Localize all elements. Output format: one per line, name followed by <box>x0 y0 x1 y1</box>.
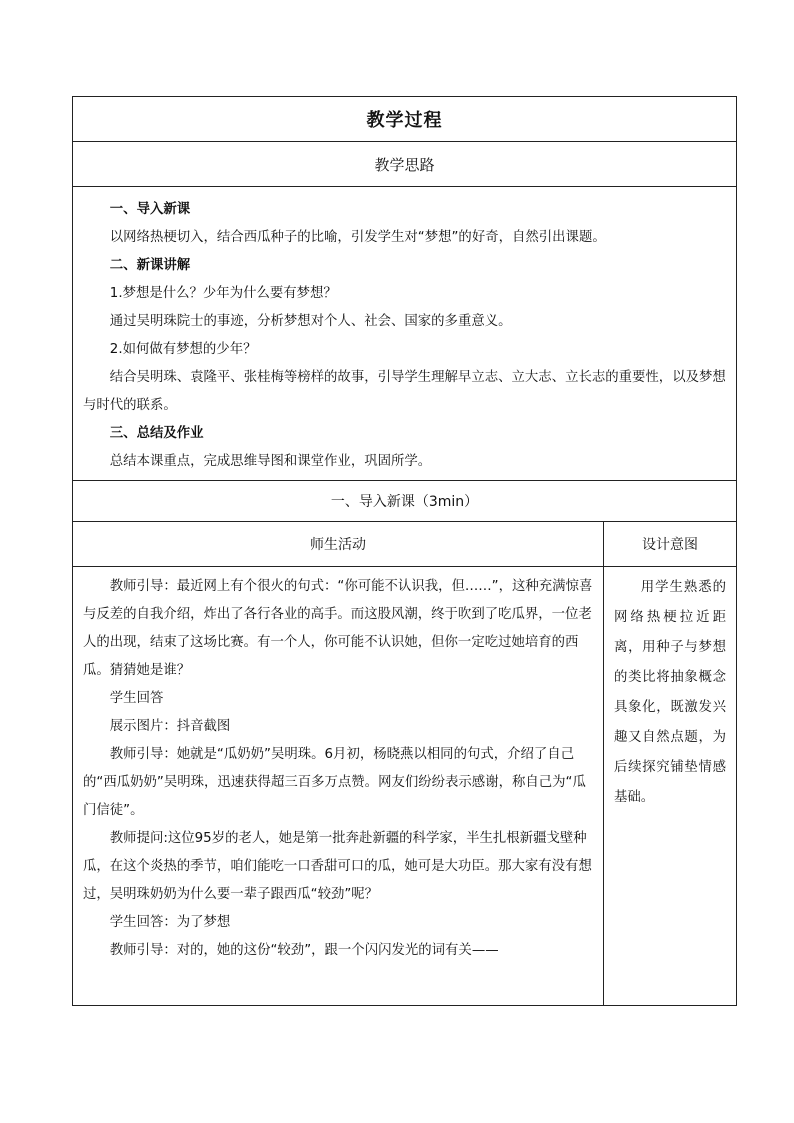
thinking-line: 2.如何做有梦想的少年？ <box>109 342 257 357</box>
column-header-design: 设计意图 <box>604 522 737 567</box>
thinking-line: 结合吴明珠、袁隆平、张桂梅等榜样的故事，引导学生理解早立志、立大志、立长志的重要性，以及梦想与时代的联系。 <box>83 370 726 413</box>
thinking-content <box>73 187 737 481</box>
thinking-line: 通过吴明珠院士的事迹，分析梦想对个人、社会、国家的多重意义。 <box>109 314 512 329</box>
page-title: 教学过程 <box>73 97 737 142</box>
thinking-line: 三、总结及作业 <box>109 426 204 441</box>
thinking-line: 总结本课重点，完成思维导图和课堂作业，巩固所学。 <box>109 454 432 469</box>
activity-line: 教师引导：她就是“瓜奶奶”吴明珠。6月初，杨晓燕以相同的句式，介绍了自己的“西瓜奶奶”吴明珠，迅速获得超三百多万点赞。网友们纷纷表示感谢，称自己为“瓜门信徒”。 <box>83 747 586 818</box>
teaching-process-table <box>72 96 737 1006</box>
thinking-line: 二、新课讲解 <box>109 258 191 273</box>
design-text: 用学生熟悉的网络热梗拉近距离，用种子与梦想的类比将抽象概念具象化，既激发兴趣又自然点题，为后续探究铺垫情感基础。 <box>614 580 726 805</box>
lesson-document <box>72 96 736 1006</box>
thinking-heading: 教学思路 <box>73 142 737 187</box>
activity-line: 教师引导：对的，她的这份“较劲”，跟一个闪闪发光的词有关—— <box>109 943 499 958</box>
activity-line: 展示图片：抖音截图 <box>109 719 231 734</box>
activity-content <box>73 567 604 1006</box>
thinking-line: 以网络热梗切入，结合西瓜种子的比喻，引发学生对“梦想”的好奇，自然引出课题。 <box>109 230 606 245</box>
section-heading: 一、导入新课（3min） <box>73 481 737 522</box>
activity-line: 学生回答：为了梦想 <box>109 915 231 930</box>
activity-line: 学生回答 <box>109 691 164 706</box>
activity-line: 教师提问:这位95岁的老人，她是第一批奔赴新疆的科学家，半生扎根新疆戈壁种瓜，在这个炎热的季节，咱们能吃一口香甜可口的瓜，她可是大功臣。那大家有没有想过，吴明珠奶奶为什么要一辈子跟西瓜“较劲”呢？ <box>83 831 592 902</box>
column-header-activity: 师生活动 <box>73 522 604 567</box>
thinking-line: 1.梦想是什么？少年为什么要有梦想？ <box>109 286 337 301</box>
activity-line: 教师引导：最近网上有个很火的句式：“你可能不认识我，但……”，这种充满惊喜与反差的自我介绍，炸出了各行各业的高手。而这股风潮，终于吹到了吃瓜界，一位老人的出现，结束了这场比赛。有一个人，你可能不认识她，但你一定吃过她培育的西瓜。猜猜她是谁？ <box>83 579 593 678</box>
design-content <box>604 567 737 1006</box>
thinking-line: 一、导入新课 <box>109 202 191 217</box>
